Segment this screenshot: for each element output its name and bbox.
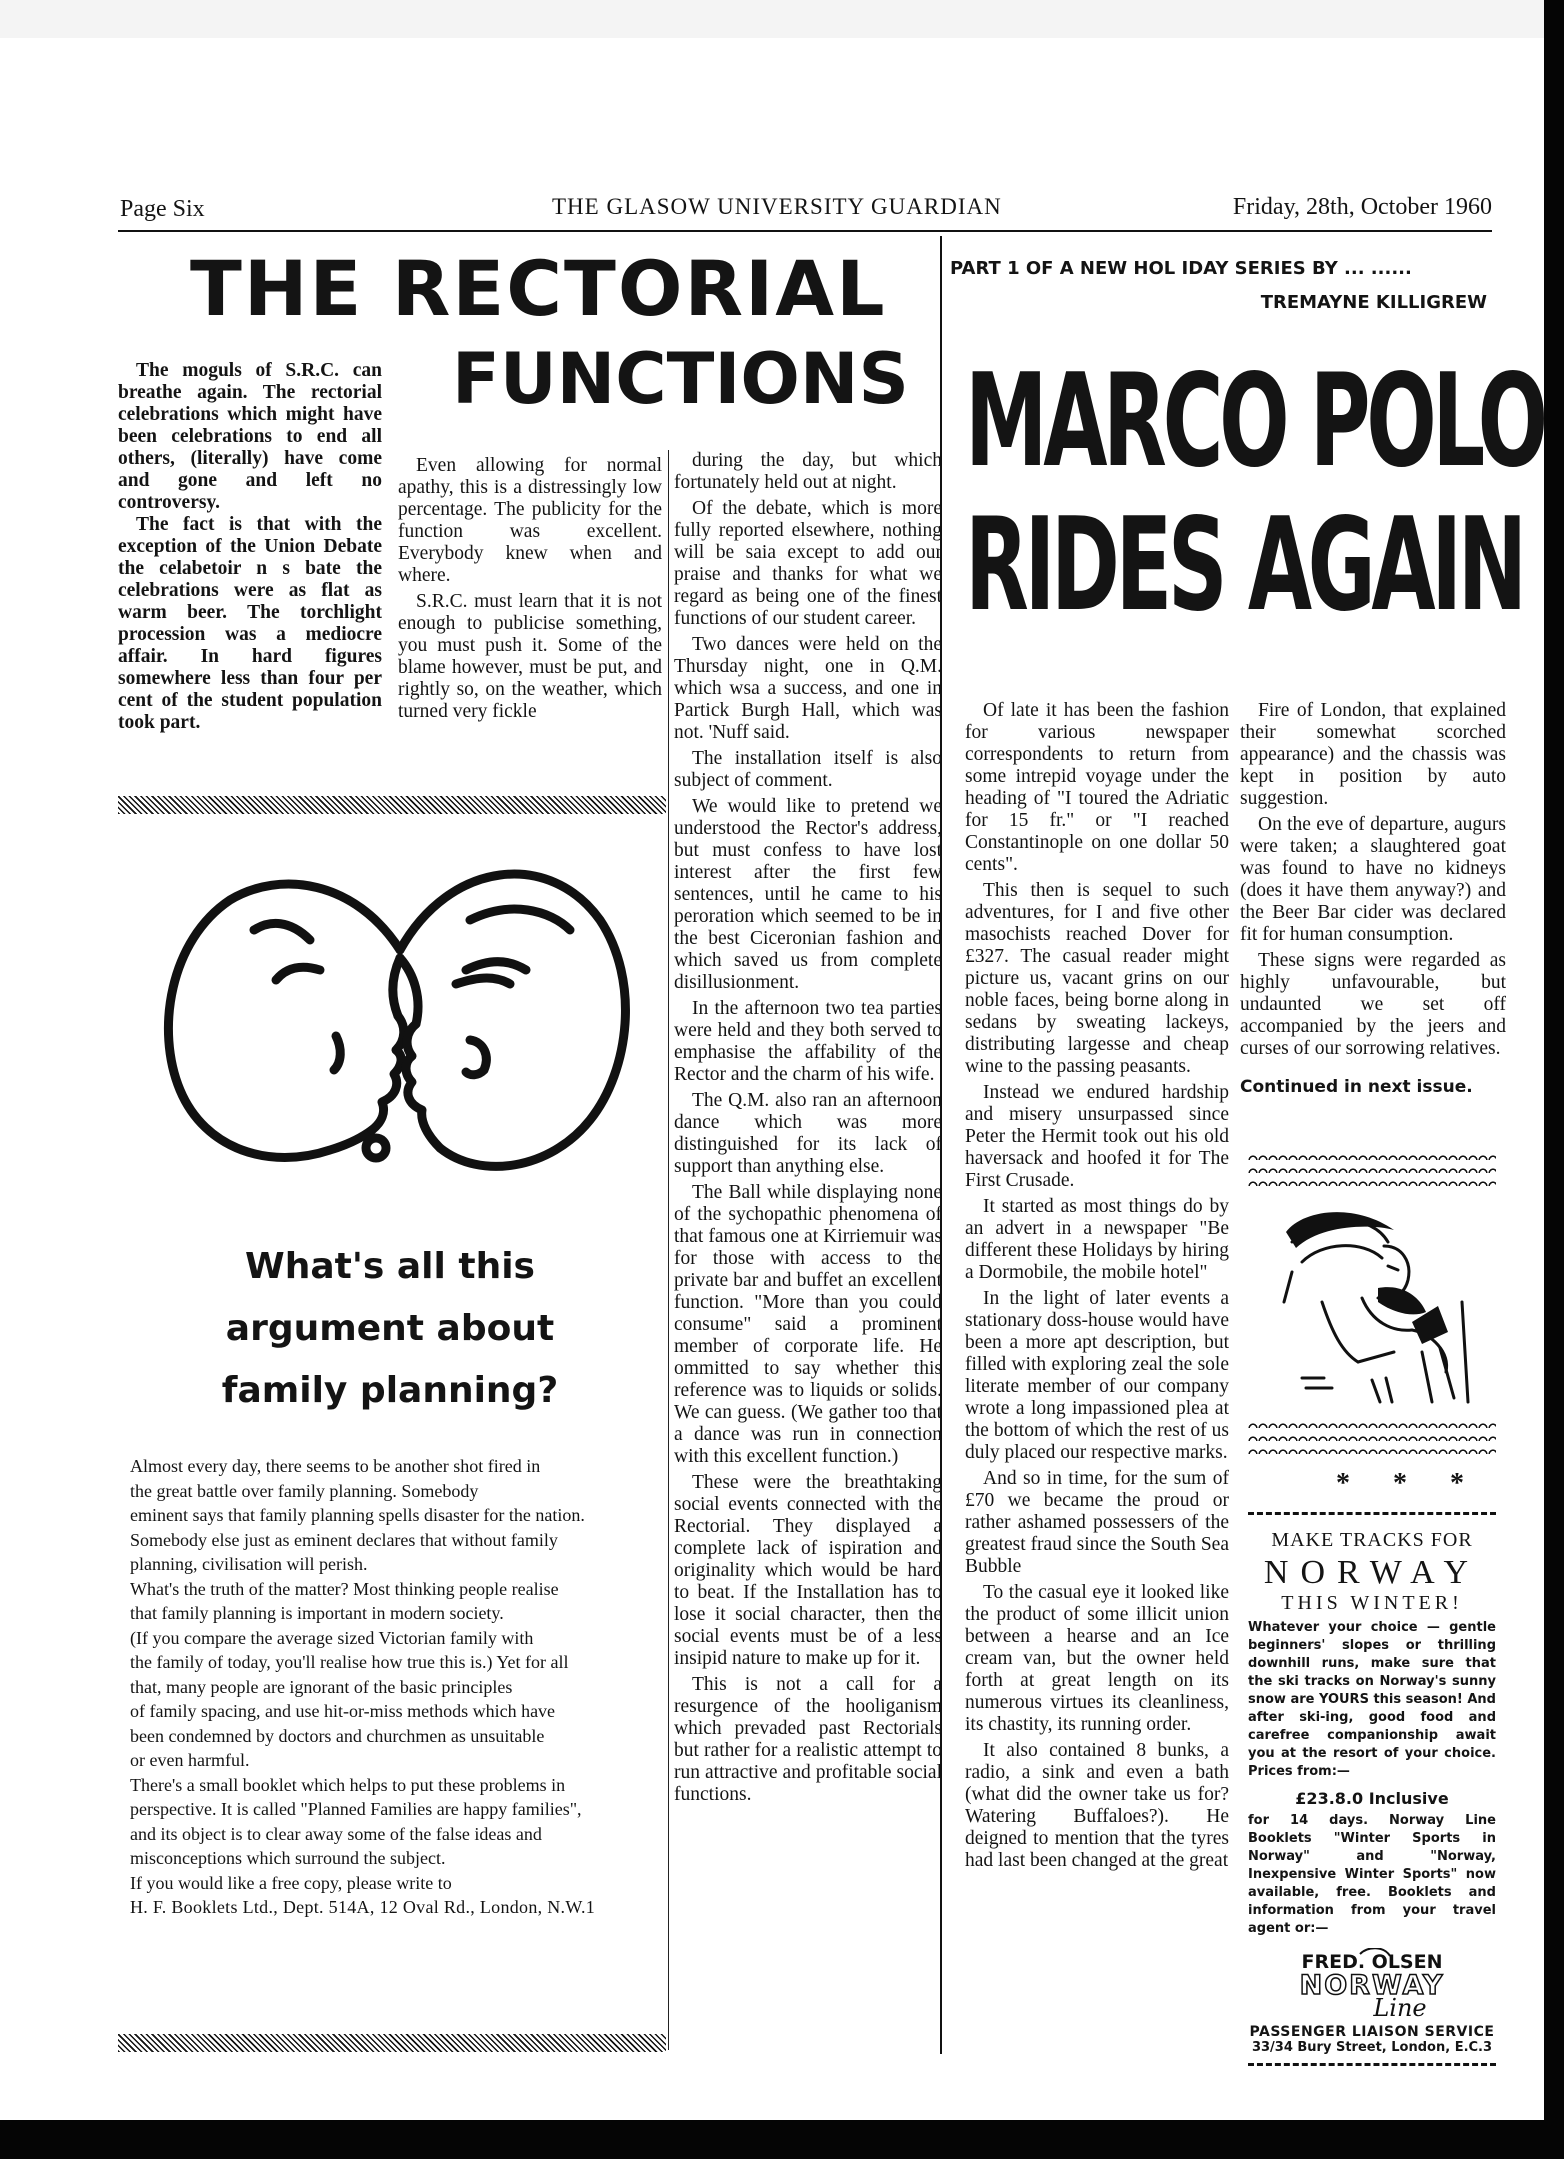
logo-bottom-text: Line — [1373, 1994, 1427, 2020]
scan-bottom-edge — [0, 2120, 1564, 2159]
hatched-divider — [118, 796, 666, 814]
advert-price: £23.8.0 Inclusive — [1295, 1789, 1449, 1808]
ad-line: perspective. It is called "Planned Families are happy families", — [130, 1799, 582, 1819]
article-paragraph: It started as most things do by an advert in a newspaper "Be different these Holidays by hiring a Dormobile, the mobile hotel" — [965, 1196, 1229, 1283]
ad-line: Almost every day, there seems to be another shot fired in — [130, 1456, 541, 1476]
ad-line: There's a small booklet which helps to put these problems in — [130, 1774, 566, 1795]
article-paragraph: Of late it has been the fashion for various newspaper correspondents to return from some intrepid voyage under the heading of "I toured the Adriatic for 15 fr." or "I reached Constantinople on one dollar 50 cents". — [965, 700, 1229, 875]
ad-line: or even harmful. — [130, 1750, 250, 1770]
family-planning-headline — [150, 1236, 630, 1422]
article-paragraph: On the eve of departure, augurs were taken; a slaughtered goat was found to have no kidneys (does it have them anyway?) and the Beer Bar cider was declared fit for human consumption. — [1240, 814, 1506, 945]
article-paragraph: Of the debate, which is more fully reported elsewhere, nothing will be saia except to add our praise and thanks for what we regard as being one of the finest functions of our student career. — [674, 498, 942, 629]
article-paragraph: The installation itself is also subject of comment. — [674, 748, 942, 791]
scan-top-margin — [0, 0, 1564, 38]
marco-column-c — [965, 700, 1229, 1876]
ad-line: (If you compare the average sized Victorian family with — [130, 1627, 534, 1648]
article-paragraph: It also contained 8 bunks, a radio, a sink and even a bath (what did the owner take us for? Watering Buffaloes?). He deigned to mention that the tyres had last been changed at the great — [965, 1740, 1229, 1871]
booklet-address: H. F. Booklets Ltd., Dept. 514A, 12 Oval Rd., London, N.W.1 — [130, 1897, 596, 1917]
headline-line: RIDES AGAIN — [965, 491, 1523, 640]
section-stars: * * * — [1336, 1468, 1482, 1499]
article-paragraph: We would like to pretend we understood the Rector's address, but must confess to have lost interest after the first few sentences, until he came to his peroration which seemed to be in the best Ciceronian fashion and which saved us from complete disillusionment. — [674, 796, 942, 993]
advert-service: PASSENGER LIAISON SERVICE — [1249, 2024, 1495, 2040]
rectorial-intro — [118, 360, 382, 734]
article-paragraph: Even allowing for normal apathy, this is a distressingly low percentage. The publicity for the function was excellent. Everybody knew when and where. — [398, 455, 662, 586]
article-paragraph: In the afternoon two tea parties were held and they both served to emphasise the affability of the Rector and the charm of his wife. — [674, 998, 942, 1085]
article-paragraph: In the light of later events a stationary doss-house would have been a more apt description, but filled with exploring zeal the sole literate member of our company wrote a long impassioned plea at the bottom of which the rest of us duly placed our respective marks. — [965, 1288, 1229, 1463]
article-paragraph: The Q.M. also ran an afternoon dance which was more distinguished for its lack of support than anything else. — [674, 1090, 942, 1177]
ad-line: that family planning is important in modern society. — [130, 1603, 504, 1623]
headline-line: argument about — [225, 1308, 555, 1349]
continued-note: Continued in next issue. — [1240, 1077, 1473, 1097]
logo-top-text: FRED. OLSEN — [1301, 1951, 1443, 1973]
headline-line: family planning? — [221, 1370, 559, 1411]
article-paragraph: during the day, but which fortunately held out at night. — [674, 450, 942, 493]
ad-line: eminent says that family planning spells disaster for the nation. — [130, 1505, 585, 1525]
advert-top-rule — [1248, 1512, 1496, 1519]
column-rule — [668, 450, 669, 2050]
advert-copy: Whatever your choice — gentle beginners' slopes or thrilling downhill runs, make sure that the ski tracks on Norway's sunny snow are YOURS this season! And after ski-ing, good food and carefree companionship await you at the resort of your choice. Prices from:— — [1248, 1620, 1496, 1779]
logo-graphic — [1272, 1948, 1472, 2020]
ad-line: the family of today, you'll realise how true this is.) Yet for all — [130, 1652, 569, 1672]
ad-line: misconceptions which surround the subject. — [130, 1848, 446, 1868]
wave-line — [1248, 1435, 1496, 1441]
article-paragraph: This is not a call for a resurgence of the hooliganism which prevaded past Rectorials but rather for a realistic attempt to run attractive and profitable social functions. — [674, 1674, 942, 1805]
ad-line: that, many people are ignorant of the basic principles — [130, 1676, 513, 1697]
ad-line: of family spacing, and use hit-or-miss methods which have — [130, 1701, 556, 1721]
kissing-faces-illustration — [150, 830, 630, 1210]
ad-line: planning, civilisation will perish. — [130, 1554, 368, 1574]
ad-line: Somebody else just as eminent declares that without family — [130, 1529, 558, 1550]
article-paragraph: Instead we endured hardship and misery unsurpassed since Peter the Hermit took out his old haversack and hoofed it for The First Crusade. — [965, 1082, 1229, 1191]
ad-line: the great battle over family planning. Somebody — [130, 1480, 479, 1501]
ad-line: been condemned by doctors and churchmen as unsuitable — [130, 1725, 545, 1746]
headline-line: MARCO POLO — [965, 347, 1544, 496]
author-byline: TREMAYNE KILLIGREW — [1260, 292, 1487, 313]
advert-norway: NORWAY — [1263, 1554, 1481, 1591]
rectorial-headline: THE RECTORIAL — [190, 244, 887, 333]
headline-line: What's all this — [245, 1246, 535, 1287]
article-paragraph: Fire of London, that explained their somewhat scorched appearance) and the chassis was kept in position by auto suggestion. — [1240, 700, 1506, 809]
article-paragraph: These were the breathtaking social events connected with the Rectorial. They displayed a complete lack of ispiration and originality which would be hard to beat. If the Installation has to lose it social character, then the social events must be of a less insipid nature to make up for it. — [674, 1472, 942, 1669]
wave-line — [1248, 1422, 1496, 1428]
norway-line-advert — [1248, 1512, 1496, 2066]
issue-date: Friday, 28th, October 1960 — [1232, 194, 1492, 220]
wave-line — [1248, 1448, 1496, 1454]
article-paragraph: S.R.C. must learn that it is not enough to publicise something, you must push it. Some of the blame however, must be put, and rightly so, on the weather, which turned very fickle — [398, 591, 662, 722]
rectorial-column-a — [398, 455, 662, 727]
advert-details: for 14 days. Norway Line Booklets "Winter Sports in Norway" and "Norway, Inexpensive Winter Sports" now available, free. Booklets and information from your travel agent or:— — [1248, 1813, 1496, 1936]
skier-cartoon — [1262, 1202, 1490, 1412]
logo-mid-text: NORWAY — [1299, 1970, 1445, 2001]
article-paragraph: These signs were regarded as highly unfavourable, but undaunted we set off accompanied by the jeers and curses of our sorrowing relatives. — [1240, 950, 1506, 1059]
newspaper-title: THE GLASOW UNIVERSITY GUARDIAN — [552, 194, 1002, 219]
family-planning-body — [130, 1454, 660, 1920]
page-number: Page Six — [120, 196, 205, 222]
intro-paragraph: The moguls of S.R.C. can breathe again. The rectorial celebrations which might have been celebrations to end all others, (literally) have come and gone and left no controversy. — [118, 360, 382, 513]
wavy-rule — [1248, 1422, 1496, 1462]
article-paragraph: The Ball while displaying none of the sychopathic phenomena of that famous one at Kirriemuir was for those with access to the private bar and buffet an excellent function. "More than you could consume" said a prominent member of corporate life. He ommitted to say whether this reference was to liquids or solids. We can guess. (We gather too that a dance was run in connection with this excellent function.) — [674, 1182, 942, 1467]
article-paragraph: This then is sequel to such adventures, for I and five other masochists reached Dover for £327. The casual reader might picture us, vacant grins on our noble faces, being borne along in sedans by sweating lackeys, distributing largesse and cheap wine to the passing peasants. — [965, 880, 1229, 1077]
ad-line: and its object is to clear away some of the false ideas and — [130, 1823, 542, 1844]
series-kicker — [950, 252, 1495, 320]
rectorial-column-b — [674, 450, 942, 1810]
ad-line: What's the truth of the matter? Most thinking people realise — [130, 1578, 559, 1599]
fred-olsen-logo — [1272, 1948, 1472, 2020]
wave-line — [1248, 1180, 1496, 1186]
intro-paragraph: The fact is that with the exception of the Union Debate the celabetoir n s bate the celebrations were as flat as warm beer. The torchlight procession was a mediocre affair. In hard figures somewhere less than four per cent of the student population took part. — [118, 514, 382, 733]
rectorial-headline-2: FUNCTIONS — [452, 338, 909, 420]
masthead — [118, 192, 1498, 228]
ad-line: If you would like a free copy, please write to — [130, 1872, 452, 1893]
masthead-rule — [118, 230, 1492, 232]
advert-address: 33/34 Bury Street, London, E.C.3 — [1251, 2040, 1493, 2055]
advert-this-winter: THIS WINTER! — [1281, 1592, 1463, 1614]
advert-bottom-rule — [1248, 2059, 1496, 2066]
marco-polo-headline — [965, 347, 1544, 640]
scan-right-edge — [1544, 0, 1564, 2159]
wavy-rule — [1248, 1154, 1496, 1194]
hatched-divider — [118, 2034, 666, 2052]
advert-make-tracks: MAKE TRACKS FOR — [1271, 1529, 1473, 1551]
wave-line — [1248, 1154, 1496, 1160]
wave-line — [1248, 1167, 1496, 1173]
article-paragraph: Two dances were held on the Thursday night, one in Q.M. which wsa a success, and one in Partick Burgh Hall, which was not. 'Nuff said. — [674, 634, 942, 743]
marco-column-d — [1240, 700, 1506, 1098]
article-paragraph: To the casual eye it looked like the product of some illicit union between a hearse and an Ice cream van, but the owner held forth at great length on its numerous virtues its cleanliness, its chastity, its running order. — [965, 1582, 1229, 1735]
article-paragraph: And so in time, for the sum of £70 we became the proud or rather ashamed possessers of the greatest fraud since the South Sea Bubble — [965, 1468, 1229, 1577]
series-label: PART 1 OF A NEW HOL IDAY SERIES BY ... ...... — [950, 258, 1412, 279]
